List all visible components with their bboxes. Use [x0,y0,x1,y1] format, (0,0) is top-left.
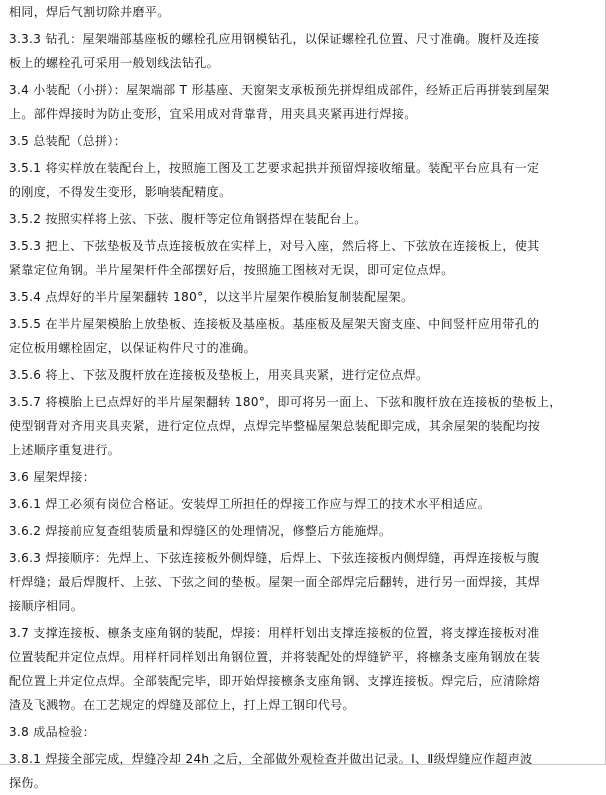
text-line: 杆焊缝；最后焊腹杆、上弦、下弦之间的垫板。屋架一面全部焊完后翻转，进行另一面焊接，其焊 [9,575,541,589]
text-line: 3.6 屋架焊接： [9,470,96,484]
paragraph [9,465,599,489]
text-line: 3.5.5 在半片屋架模胎上放垫板、连接板及基座板。基座板及屋架天窗支座、中间竖杆应用带孔的 [9,317,540,331]
text-line: 配位置上并定位点焊。全部装配完毕，即开始焊接檩条支座角钢、支撑连接板。焊完后，应清除熔 [9,674,541,688]
text-line: 使型钢背对齐用夹具夹紧，进行定位点焊，点焊完毕整榀屋架总装配即完成，其余屋架的装配均按 [9,419,541,433]
paragraph [9,78,599,126]
text-line: 3.5.4 点焊好的半片屋架翻转 180°，以这半片屋架作模胎复制装配屋架。 [9,290,414,304]
text-line: 3.8 成品检验： [9,725,96,739]
text-line: 板上的螺栓孔可采用一般划线法钻孔。 [9,56,219,70]
paragraph [9,363,599,387]
text-line: 3.5.1 将实样放在装配台上，按照施工图及工艺要求起拱并预留焊接收缩量。装配平台应具有一定 [9,161,540,175]
text-line: 上述顺序重复进行。 [9,443,121,457]
text-line: 渣及飞溅物。在工艺规定的焊缝及部位上，打上焊工钢印代号。 [9,698,355,712]
text-line: 定位板用螺栓固定，以保证构件尺寸的准确。 [9,341,257,355]
text-line: 上。部件焊接时为防止变形，宜采用成对背靠背，用夹具夹紧再进行焊接。 [9,107,417,121]
text-line: 3.5.7 将模胎上已点焊好的半片屋架翻转 180°，即可将另一面上、下弦和腹杆放在连接板的垫板上， [9,395,562,409]
paragraph [9,27,599,75]
text-line: 3.7 支撑连接板、檩条支座角钢的装配，焊接：用样杆划出支撑连接板的位置，将支撑连接板对准 [9,626,540,640]
text-line: 的刚度，不得发生变形，影响装配精度。 [9,185,232,199]
paragraph [9,285,599,309]
text-line: 3.3.3 钻孔：屋架端部基座板的螺栓孔应用钢模钻孔，以保证螺栓孔位置、尺寸准确。腹杆及连接 [9,32,540,46]
paragraph [9,207,599,231]
text-line: 3.6.3 焊接顺序：先焊上、下弦连接板外侧焊缝，后焊上、下弦连接板内侧焊缝，再焊连接板与腹 [9,551,540,565]
text-line: 3.6.1 焊工必须有岗位合格证。安装焊工所担任的焊接工作应与焊工的技术水平相适应。 [9,497,491,511]
paragraph [9,129,599,153]
text-line: 接顺序相同。 [9,599,84,613]
document-body [9,0,599,795]
paragraph [9,312,599,360]
paragraph [9,390,599,462]
text-line: 3.6.2 焊接前应复查组装质量和焊缝区的处理情况，修整后方能施焊。 [9,524,392,538]
text-line: 紧靠定位角钢。半片屋架杆件全部摆好后，按照施工图核对无误，即可定位点焊。 [9,263,454,277]
text-line: 位置装配并定位点焊。用样杆同样划出角钢位置，并将装配处的焊缝铲平，将檩条支座角钢放在装 [9,650,541,664]
paragraph [9,234,599,282]
text-line: 相同，焊后气割切除并磨平。 [9,5,170,19]
paragraph [9,519,599,543]
paragraph [9,720,599,744]
text-line: 3.4 小装配（小拼）：屋架端部 T 形基座、天窗架支承板预先拼焊组成部件，经矫正后再拼装到屋架 [9,83,550,97]
text-line: 3.5.6 将上、下弦及腹杆放在连接板及垫板上，用夹具夹紧，进行定位点焊。 [9,368,429,382]
paragraph [9,492,599,516]
paragraph [9,0,599,24]
text-line: 探伤。 [9,776,47,790]
text-line: 3.8.1 焊接全部完成，焊缝冷却 24h 之后，全部做外观检查并做出记录。Ⅰ、Ⅱ级焊缝应作超声波 [9,752,533,766]
text-line: 3.5 总装配（总拼）： [9,134,127,148]
text-line: 3.5.2 按照实样将上弦、下弦、腹杆等定位角钢搭焊在装配台上。 [9,212,367,226]
paragraph [9,546,599,618]
paragraph [9,621,599,717]
paragraph [9,156,599,204]
text-line: 3.5.3 把上、下弦垫板及节点连接板放在实样上，对号入座，然后将上、下弦放在连接板上，使其 [9,239,540,253]
paragraph [9,747,599,795]
